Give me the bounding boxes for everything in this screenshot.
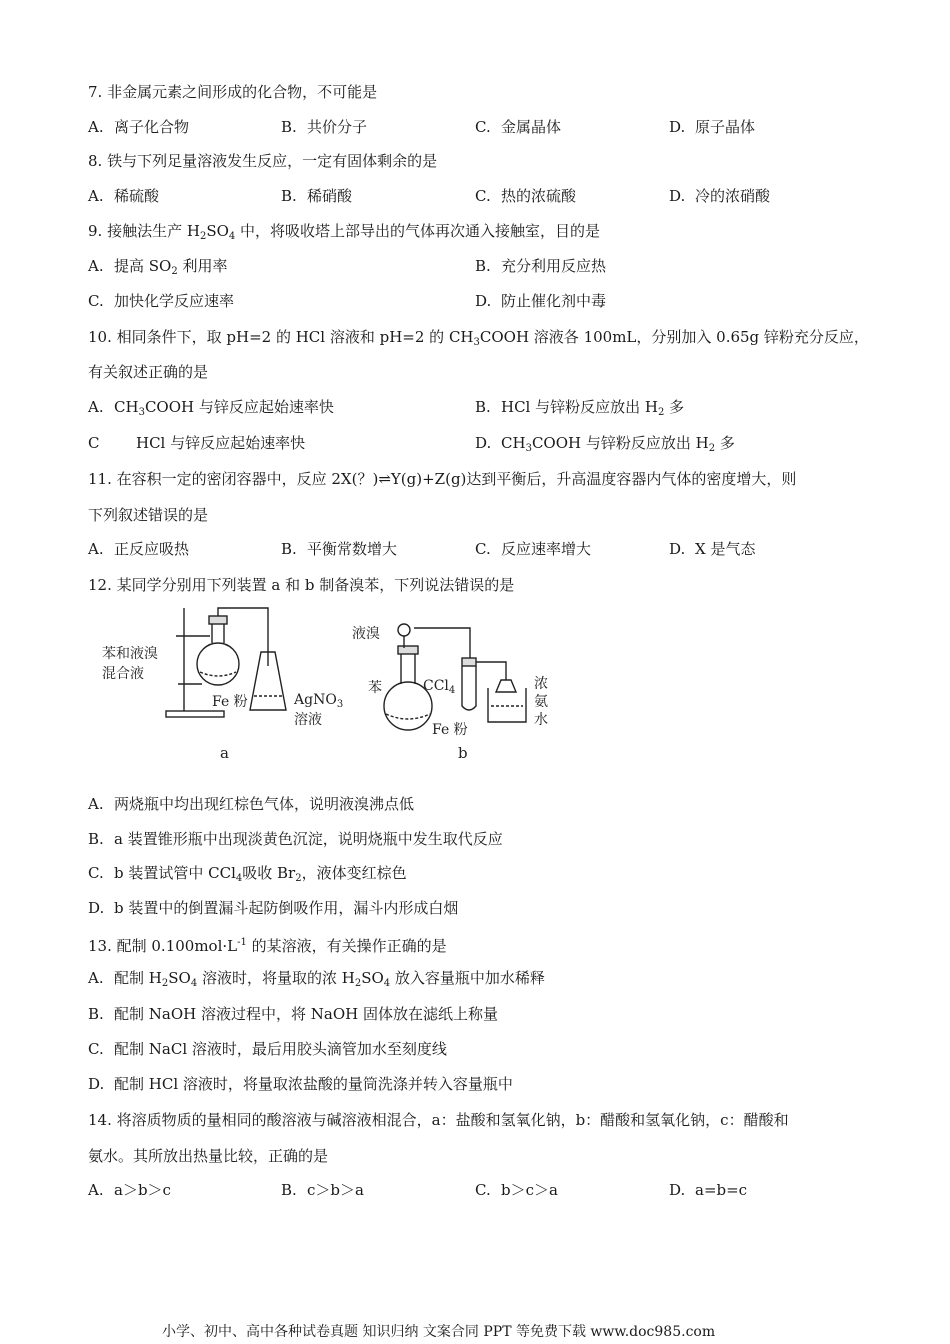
q9-option-c: C. 加快化学反应速率 xyxy=(88,292,235,310)
q12-option-a: A. 两烧瓶中均出现红棕色气体，说明液溴沸点低 xyxy=(88,795,415,813)
q7-option-b: B. 共价分子 xyxy=(281,118,368,136)
q14-option-d: D. a=b=c xyxy=(669,1181,748,1199)
q13-option-b: B. 配制 NaOH 溶液过程中，将 NaOH 固体放在滤纸上称量 xyxy=(88,1005,498,1023)
b-ccl4-label: CCl$_4$ xyxy=(423,678,456,696)
q11-option-b: B. 平衡常数增大 xyxy=(281,540,398,558)
q11-stem-line2: 下列叙述错误的是 xyxy=(88,506,209,524)
q8-stem: 8. 铁与下列足量溶液发生反应，一定有固体剩余的是 xyxy=(88,152,438,170)
q10-stem-line2: 有关叙述正确的是 xyxy=(88,363,209,381)
q14-stem-line1: 14. 将溶质物质的量相同的酸溶液与碱溶液相混合，a：盐酸和氢氧化钠，b：醋酸和氢氧化钠，c：醋酸和 xyxy=(88,1111,789,1129)
b-ammonia-label-2: 氨 xyxy=(534,694,548,710)
q7-option-a: A. 离子化合物 xyxy=(88,118,190,136)
q14-option-b: B. c＞b＞a xyxy=(281,1181,364,1199)
q10-stem-line1: 10. 相同条件下，取 pH=2 的 HCl 溶液和 pH=2 的 $CH_3COOH$ 溶液各 100mL，分别加入 0.65g 锌粉充分反应， xyxy=(88,328,869,348)
q12-option-d: D. b 装置中的倒置漏斗起防倒吸作用，漏斗内形成白烟 xyxy=(88,899,459,917)
q9-option-a: A. 提高 $SO_2$ 利用率 xyxy=(88,257,228,277)
b-benzene-label: 苯 xyxy=(368,680,382,696)
q8-option-b: B. 稀硝酸 xyxy=(281,187,353,205)
q7-stem: 7. 非金属元素之间形成的化合物，不可能是 xyxy=(88,83,378,101)
q13-stem: 13. 配制 $0.100mol\cdot L^{-1}$ 的某溶液，有关操作正确的是 xyxy=(88,937,447,955)
q8-option-c: C. 热的浓硫酸 xyxy=(475,187,577,205)
q8-option-d: D. 冷的浓硝酸 xyxy=(669,187,771,205)
q9-stem: 9. 接触法生产 $H_2SO_4$ 中，将吸收塔上部导出的气体再次通入接触室，目的是 xyxy=(88,222,601,242)
a-mix-label-line2: 混合液 xyxy=(102,666,144,682)
q13-option-c: C. 配制 NaCl 溶液时，最后用胶头滴管加水至刻度线 xyxy=(88,1040,447,1058)
q13-option-a: A. 配制 $H_2SO_4$ 溶液时，将量取的浓 $H_2SO_4$ 放入容量瓶中加水稀释 xyxy=(88,969,545,989)
q11-stem-line1: 11. 在容积一定的密闭容器中，反应 2X(？)⇌Y(g)+Z(g)达到平衡后，升高温度容器内气体的密度增大，则 xyxy=(88,470,797,488)
b-ammonia-label-1: 浓 xyxy=(534,676,548,692)
q14-stem-line2: 氨水。其所放出热量比较，正确的是 xyxy=(88,1147,329,1165)
q11-option-a: A. 正反应吸热 xyxy=(88,540,190,558)
b-bromine-label: 液溴 xyxy=(352,626,380,642)
q7-option-c: C. 金属晶体 xyxy=(475,118,562,136)
q9-option-b: B. 充分利用反应热 xyxy=(475,257,607,275)
q7-option-d: D. 原子晶体 xyxy=(669,118,756,136)
q12-option-b: B. a 装置锥形瓶中出现淡黄色沉淀，说明烧瓶中发生取代反应 xyxy=(88,830,503,848)
apparatus-b-caption: b xyxy=(458,744,468,762)
a-fe-label: Fe 粉 xyxy=(212,694,248,710)
q14-option-a: A. a＞b＞c xyxy=(88,1181,171,1199)
q10-option-a: A. $CH_3COOH$ 与锌反应起始速率快 xyxy=(88,398,334,418)
b-ammonia-label-3: 水 xyxy=(534,712,548,728)
q10-option-b: B. HCl 与锌粉反应放出 $H_2$ 多 xyxy=(475,398,685,418)
a-agno3-label: AgNO$_3$ xyxy=(294,692,344,710)
q12-option-c: C. b 装置试管中 CCl$_4$吸收 $Br_2$，液体变红棕色 xyxy=(88,864,407,884)
b-fe-label: Fe 粉 xyxy=(432,722,468,738)
page-footer: 小学、初中、高中各种试卷真题 知识归纳 文案合同 PPT 等免费下载 www.doc985.com xyxy=(162,1324,716,1340)
q10-option-d: D. $CH_3COOH$ 与锌粉反应放出 $H_2$ 多 xyxy=(475,434,735,454)
q11-option-c: C. 反应速率增大 xyxy=(475,540,592,558)
bromobenzene-apparatus-figure xyxy=(98,602,568,764)
q10-option-c: C HCl 与锌反应起始速率快 xyxy=(88,434,306,452)
a-mix-label-line1: 苯和液溴 xyxy=(102,646,158,662)
a-solution-label: 溶液 xyxy=(294,712,322,728)
apparatus-a-caption: a xyxy=(220,744,229,762)
q8-option-a: A. 稀硫酸 xyxy=(88,187,160,205)
q9-option-d: D. 防止催化剂中毒 xyxy=(475,292,607,310)
q12-stem: 12. 某同学分别用下列装置 a 和 b 制备溴苯，下列说法错误的是 xyxy=(88,576,515,594)
q14-option-c: C. b＞c＞a xyxy=(475,1181,558,1199)
q13-option-d: D. 配制 HCl 溶液时，将量取浓盐酸的量筒洗涤并转入容量瓶中 xyxy=(88,1075,513,1093)
q11-option-d: D. X 是气态 xyxy=(669,540,756,558)
